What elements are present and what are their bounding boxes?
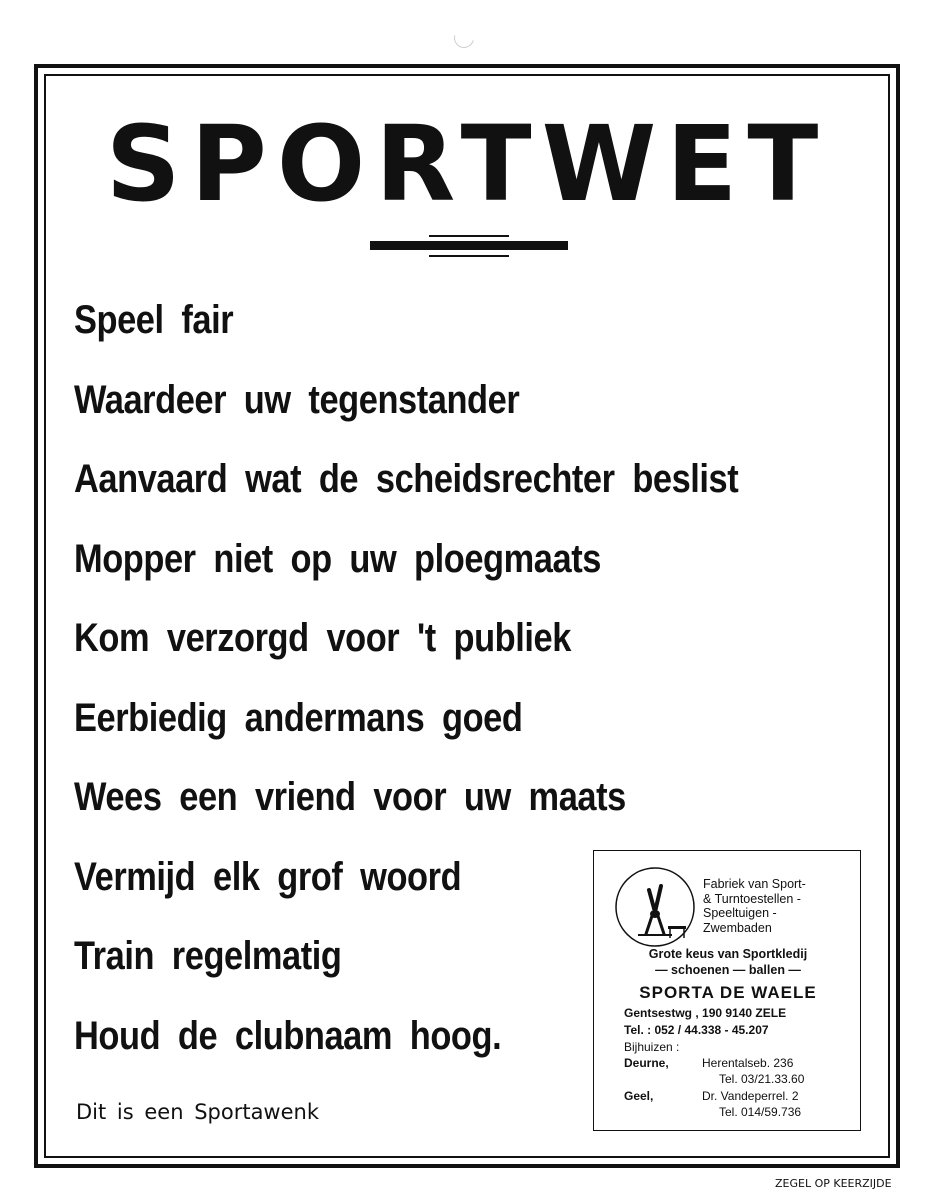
advert-branches-label: Bijhuizen :	[624, 1040, 680, 1054]
branch-telephone: Tel. 014/59.736	[719, 1105, 802, 1119]
rule-item: Kom verzorgd voor 't publiek	[74, 616, 571, 660]
advert-telephone: Tel. : 052 / 44.338 - 45.207	[624, 1023, 769, 1037]
advert-description-line: Fabriek van Sport-	[703, 877, 806, 891]
rule-item: Waardeer uw tegenstander	[74, 377, 520, 422]
branch-city: Deurne,	[624, 1056, 669, 1070]
rule-item: Speel fair	[74, 298, 234, 342]
title-rule-bottom	[429, 255, 509, 257]
title-rule-middle	[370, 241, 568, 250]
advert-company-name: SPORTA DE WAELE	[639, 983, 817, 1002]
advert-choice-line-2: — schoenen — ballen —	[655, 963, 801, 977]
advertisement-box	[593, 850, 861, 1131]
advert-description-line: Speeltuigen -	[703, 906, 777, 920]
advert-address: Gentsestwg , 190 9140 ZELE	[624, 1006, 787, 1020]
branch-street: Dr. Vandeperrel. 2	[702, 1089, 799, 1103]
punch-hole-mark	[450, 24, 477, 51]
poster-title: SPORTWET	[105, 103, 829, 225]
footer-note: ZEGEL OP KEERZIJDE	[775, 1177, 892, 1190]
rule-item: Aanvaard wat de scheidsrechter beslist	[74, 457, 739, 501]
advert-choice-line-1: Grote keus van Sportkledij	[648, 947, 808, 961]
rule-item: Wees een vriend voor uw maats	[74, 775, 626, 819]
sport-wish-text: Dit is een Sportawenk	[76, 1100, 319, 1124]
advert-description-line: & Turntoestellen -	[703, 891, 801, 906]
advert-description	[703, 877, 806, 935]
rule-item: Mopper niet op uw ploegmaats	[74, 536, 601, 581]
advert-description-line: Zwembaden	[703, 920, 772, 935]
branch-city: Geel,	[624, 1089, 654, 1103]
branch-telephone: Tel. 03/21.33.60	[719, 1072, 805, 1086]
rule-item: Eerbiedig andermans goed	[74, 695, 523, 740]
rule-item: Vermijd elk grof woord	[74, 854, 462, 899]
rule-item: Train regelmatig	[74, 934, 342, 978]
gymnast-handstand-icon	[614, 866, 696, 948]
branch-street: Herentalseb. 236	[702, 1056, 794, 1070]
rule-item: Houd de clubnaam hoog.	[74, 1013, 502, 1058]
title-rule-top	[429, 235, 509, 237]
